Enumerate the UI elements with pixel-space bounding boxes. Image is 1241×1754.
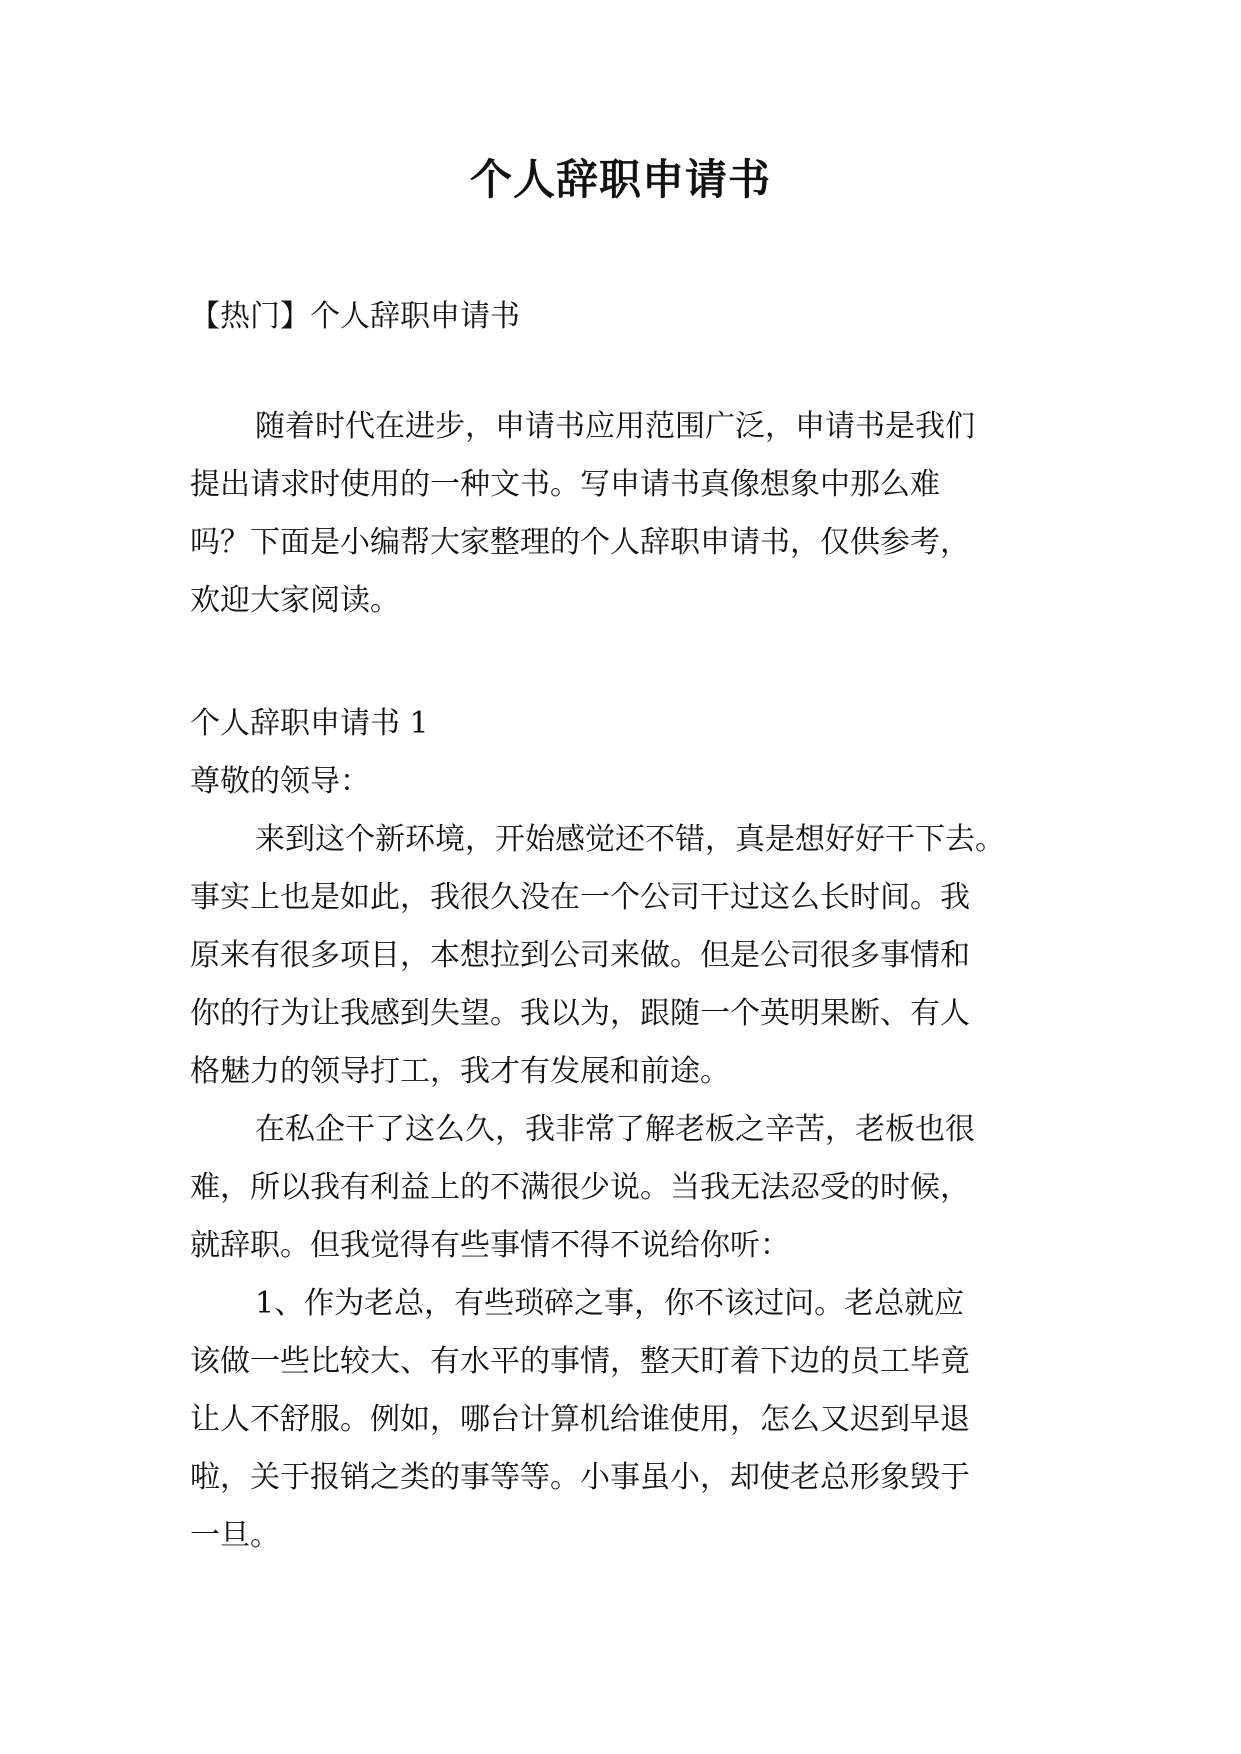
- text-line: 让人不舒服。例如，哪台计算机给谁使用，怎么又迟到早退: [190, 1402, 970, 1437]
- text-line: 事实上也是如此，我很久没在一个公司干过这么长时间。我: [190, 880, 970, 915]
- text-line: 1、作为老总，有些琐碎之事，你不该过问。老总就应: [255, 1286, 965, 1321]
- section-heading: 个人辞职申请书 1: [190, 706, 429, 741]
- document-subtitle: 【热门】个人辞职申请书: [190, 299, 520, 334]
- text-line: 该做一些比较大、有水平的事情，整天盯着下边的员工毕竟: [190, 1344, 970, 1379]
- letter-body: [190, 695, 1050, 1565]
- text-line: 一旦。: [190, 1518, 280, 1553]
- subtitle-block: [190, 288, 1050, 346]
- text-line: 提出请求时使用的一种文书。写申请书真像想象中那么难: [190, 467, 940, 502]
- text-line: 就辞职。但我觉得有些事情不得不说给你听：: [190, 1228, 790, 1263]
- text-line: 格魅力的领导打工，我才有发展和前途。: [190, 1054, 730, 1089]
- text-line: 欢迎大家阅读。: [190, 583, 400, 618]
- text-line: 在私企干了这么久，我非常了解老板之辛苦，老板也很: [255, 1112, 975, 1147]
- text-line: 你的行为让我感到失望。我以为，跟随一个英明果断、有人: [190, 996, 970, 1031]
- text-line: 啦，关于报销之类的事等等。小事虽小，却使老总形象毁于: [190, 1460, 970, 1495]
- intro-paragraph: [190, 398, 1050, 630]
- text-line: 难，所以我有利益上的不满很少说。当我无法忍受的时候，: [190, 1170, 970, 1205]
- salutation: 尊敬的领导：: [190, 764, 370, 799]
- text-line: 原来有很多项目，本想拉到公司来做。但是公司很多事情和: [190, 938, 970, 973]
- text-line: 随着时代在进步，申请书应用范围广泛，申请书是我们: [255, 409, 975, 444]
- document-title: 个人辞职申请书: [469, 155, 771, 204]
- text-line: 来到这个新环境，开始感觉还不错，真是想好好干下去。: [255, 822, 1005, 857]
- text-line: 吗？下面是小编帮大家整理的个人辞职申请书，仅供参考，: [190, 525, 970, 560]
